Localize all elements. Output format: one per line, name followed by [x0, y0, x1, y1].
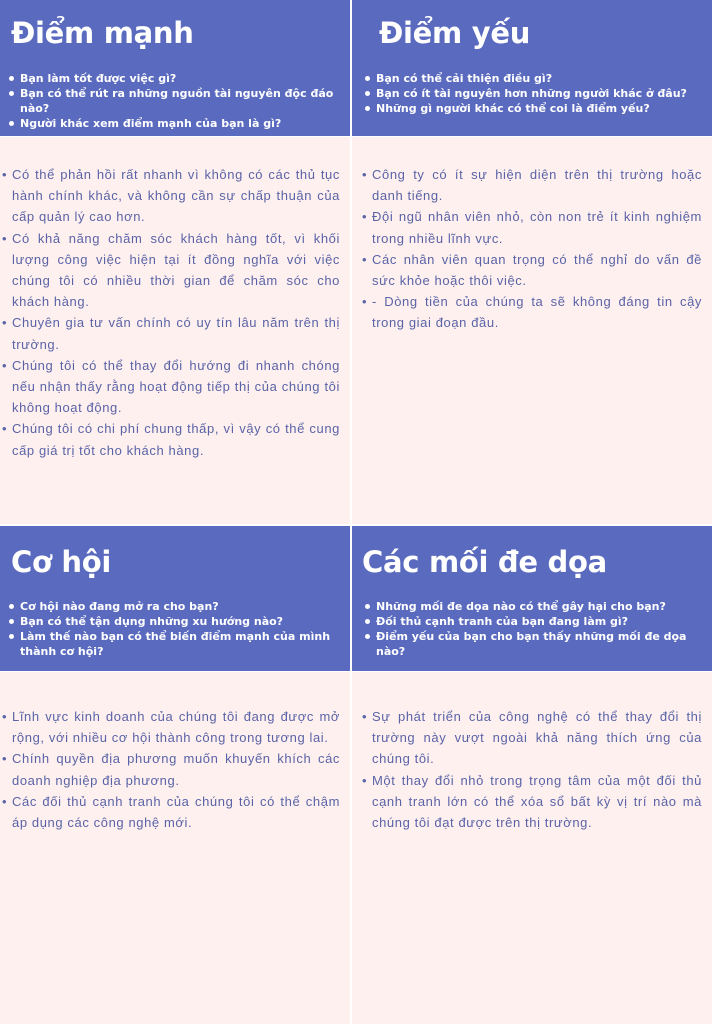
question-item: Bạn có thể cải thiện điều gì? [364, 71, 704, 86]
list-item: • Chúng tôi có chi phí chung thấp, vì vậy có thể cung cấp giá trị tốt cho khách hàng. [2, 418, 340, 460]
strengths-header [0, 0, 350, 136]
opportunities-title: Cơ hội [11, 545, 112, 579]
question-item: Điểm yếu của bạn cho bạn thấy những mối đe dọa nào? [364, 629, 704, 659]
list-item: • Chuyên gia tư vấn chính có uy tín lâu năm trên thị trường. [2, 312, 340, 354]
list-item: • Đội ngũ nhân viên nhỏ, còn non trẻ ít kinh nghiệm trong nhiều lĩnh vực. [362, 206, 702, 248]
threats-header [352, 526, 712, 671]
question-item: Bạn làm tốt được việc gì? [8, 71, 338, 86]
question-item: Bạn có ít tài nguyên hơn những người khác ở đâu? [364, 86, 704, 101]
list-item: • Có thể phản hồi rất nhanh vì không có các thủ tục hành chính khác, và không cần sự chấp thuận của cấp quản lý cao hơn. [2, 164, 340, 228]
strengths-list [2, 164, 340, 461]
weaknesses-questions [364, 71, 704, 116]
threats-questions [364, 599, 704, 659]
list-item: • Chính quyền địa phương muốn khuyến khích các doanh nghiệp địa phương. [2, 748, 340, 790]
strengths-title: Điểm mạnh [11, 16, 194, 50]
list-item: • Các đối thủ cạnh tranh của chúng tôi có thể chậm áp dụng các công nghệ mới. [2, 791, 340, 833]
list-item: • Sự phát triển của công nghệ có thể thay đổi thị trường này vượt ngoài khả năng thích ứng của chúng tôi. [362, 706, 702, 770]
weaknesses-header [352, 0, 712, 136]
question-item: Bạn có thể rút ra những nguồn tài nguyên độc đáo nào? [8, 86, 338, 116]
list-item: • Công ty có ít sự hiện diện trên thị trường hoặc danh tiếng. [362, 164, 702, 206]
weaknesses-list [362, 164, 702, 334]
threats-list [362, 706, 702, 833]
strengths-body [0, 137, 350, 524]
opportunities-list [2, 706, 340, 833]
weaknesses-body [352, 137, 712, 524]
question-item: Người khác xem điểm mạnh của bạn là gì? [8, 116, 338, 131]
list-item: • Một thay đổi nhỏ trong trọng tâm của một đối thủ cạnh tranh lớn có thể xóa sổ bất kỳ vị trí nào mà chúng tôi đạt được trên thị trường. [362, 770, 702, 834]
list-item: • Có khả năng chăm sóc khách hàng tốt, vì khối lượng công việc hiện tại ít đồng nghĩa với việc chúng tôi có nhiều thời gian để chăm sóc cho khách hàng. [2, 228, 340, 313]
question-item: Những mối đe dọa nào có thể gây hại cho bạn? [364, 599, 704, 614]
question-item: Làm thế nào bạn có thể biến điểm mạnh của mình thành cơ hội? [8, 629, 338, 659]
list-item: • Các nhân viên quan trọng có thể nghỉ do vấn đề sức khỏe hoặc thôi việc. [362, 249, 702, 291]
question-item: Đối thủ cạnh tranh của bạn đang làm gì? [364, 614, 704, 629]
strengths-questions [8, 71, 338, 131]
opportunities-header [0, 526, 350, 671]
list-item: • Lĩnh vực kinh doanh của chúng tôi đang được mở rộng, với nhiều cơ hội thành công trong tương lai. [2, 706, 340, 748]
question-item: Những gì người khác có thể coi là điểm yếu? [364, 101, 704, 116]
question-item: Bạn có thể tận dụng những xu hướng nào? [8, 614, 338, 629]
opportunities-questions [8, 599, 338, 659]
weaknesses-title: Điểm yếu [379, 16, 531, 50]
threats-title: Các mối đe dọa [362, 545, 607, 579]
threats-body [352, 672, 712, 1024]
list-item: • - Dòng tiền của chúng ta sẽ không đáng tin cậy trong giai đoạn đầu. [362, 291, 702, 333]
question-item: Cơ hội nào đang mở ra cho bạn? [8, 599, 338, 614]
opportunities-body [0, 672, 350, 1024]
list-item: • Chúng tôi có thể thay đổi hướng đi nhanh chóng nếu nhận thấy rằng hoạt động tiếp thị của chúng tôi không hoạt động. [2, 355, 340, 419]
